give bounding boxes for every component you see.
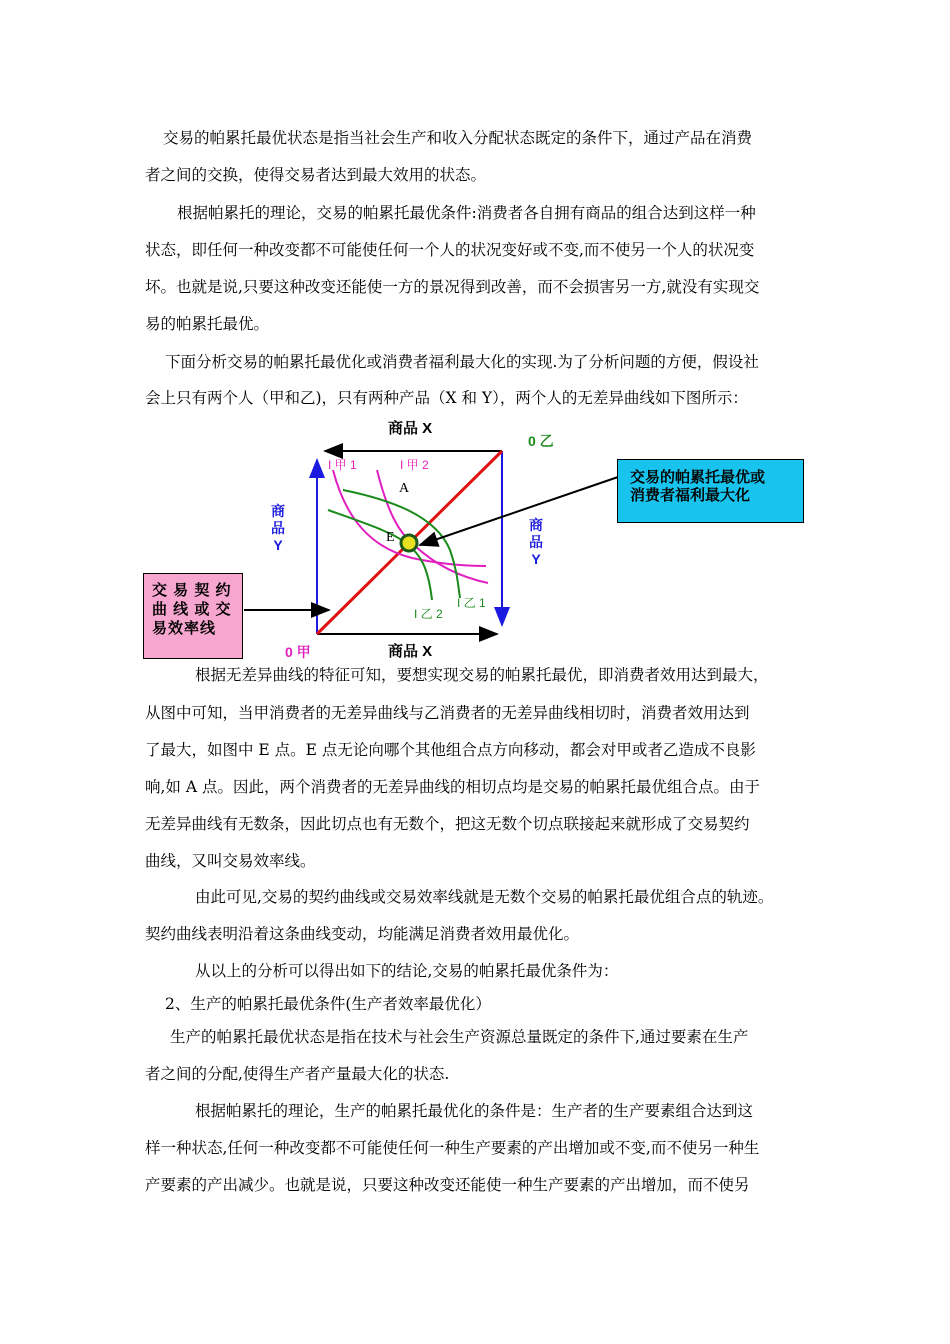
text-line: 由此可见,交易的契约曲线或交易效率线就是无数个交易的帕累托最优组合点的轨迹。 <box>195 888 774 906</box>
top-axis-label: 商品 X <box>388 420 433 437</box>
point-e-label: E <box>386 530 395 545</box>
origin-jia-label: 0 甲 <box>285 644 311 660</box>
axis-label-char: 品 <box>529 534 543 550</box>
contract-curve-callout <box>143 573 243 659</box>
text-line: 了最大，如图中 E 点。E 点无论向哪个其他组合点方向移动，都会对甲或者乙造成不良影 <box>145 741 756 759</box>
axis-label-char: Y <box>273 537 283 553</box>
text-line: 生产的帕累托最优状态是指在技术与社会生产资源总量既定的条件下,通过要素在生产 <box>170 1028 749 1046</box>
text-line: 曲线，又叫交易效率线。 <box>145 852 316 870</box>
curve-yi-1-label: I 乙 1 <box>457 596 486 610</box>
axis-label-char: 商 <box>271 503 285 519</box>
text-line: 从以上的分析可以得出如下的结论,交易的帕累托最优条件为： <box>195 962 619 980</box>
tangency-point-e <box>401 535 417 551</box>
text-line: 者之间的交换，使得交易者达到最大效用的状态。 <box>145 166 487 184</box>
callout-arrow-optimum <box>420 477 618 545</box>
text-line: 根据无差异曲线的特征可知，要想实现交易的帕累托最优，即消费者效用达到最大， <box>195 666 769 684</box>
axis-label-char: 商 <box>529 517 543 533</box>
text-line: 坏。也就是说,只要这种改变还能使一方的景况得到改善，而不会损害另一方,就没有实现交 <box>145 278 760 296</box>
text-line: 下面分析交易的帕累托最优化或消费者福利最大化的实现.为了分析问题的方便，假设社 <box>165 353 759 371</box>
right-axis-label <box>529 517 543 568</box>
text-line: 从图中可知，当甲消费者的无差异曲线与乙消费者的无差异曲线相切时，消费者效用达到 <box>145 704 750 722</box>
text-line: 者之间的分配,使得生产者产量最大化的状态. <box>145 1065 450 1083</box>
callout-line: 易效率线 <box>152 620 217 637</box>
curve-jia-2-label: I 甲 2 <box>400 458 429 472</box>
text-line: 根据帕累托的理论，交易的帕累托最优条件:消费者各自拥有商品的组合达到这样一种 <box>177 204 756 222</box>
text-line: 根据帕累托的理论，生产的帕累托最优化的条件是：生产者的生产要素组合达到这 <box>195 1102 754 1120</box>
axis-label-char: Y <box>531 551 541 567</box>
text-line: 状态，即任何一种改变都不可能使任何一个人的状况变好或不变,而不使另一个人的状况变 <box>145 241 755 259</box>
text-line: 响,如 A 点。因此，两个消费者的无差异曲线的相切点均是交易的帕累托最优组合点。由于 <box>145 778 760 796</box>
text-line: 易的帕累托最优。 <box>145 315 270 333</box>
text-line: 交易的帕累托最优状态是指当社会生产和收入分配状态既定的条件下，通过产品在消费 <box>163 129 753 147</box>
callout-line: 消费者福利最大化 <box>630 487 751 504</box>
point-a-label: A <box>399 481 410 496</box>
left-axis-label <box>271 503 285 554</box>
axis-label-char: 品 <box>271 520 285 536</box>
section-heading: 2、生产的帕累托最优条件(生产者效率最优化） <box>165 995 491 1013</box>
callout-line: 曲 线 或 交 <box>152 601 232 618</box>
curve-jia-1-label: I 甲 1 <box>328 458 357 472</box>
indifference-curve-yi-2 <box>328 510 432 600</box>
origin-yi-label: 0 乙 <box>528 433 554 449</box>
callout-line: 交易的帕累托最优或 <box>630 469 766 486</box>
pareto-optimum-callout <box>617 459 804 523</box>
text-line: 契约曲线表明沿着这条曲线变动，均能满足消费者效用最优化。 <box>145 925 580 943</box>
callout-line: 交 易 契 约 <box>152 582 232 599</box>
bottom-axis-label: 商品 X <box>388 643 433 660</box>
curve-yi-2-label: I 乙 2 <box>414 607 443 621</box>
text-line: 样一种状态,任何一种改变都不可能使任何一种生产要素的产出增加或不变,而不使另一种生 <box>145 1139 760 1157</box>
text-line: 会上只有两个人（甲和乙)，只有两种产品（X 和 Y），两个人的无差异曲线如下图所示： <box>145 389 748 407</box>
text-line: 无差异曲线有无数条，因此切点也有无数个，把这无数个切点联接起来就形成了交易契约 <box>145 815 750 833</box>
text-line: 产要素的产出减少。也就是说，只要这种改变还能使一种生产要素的产出增加，而不使另 <box>145 1176 750 1194</box>
